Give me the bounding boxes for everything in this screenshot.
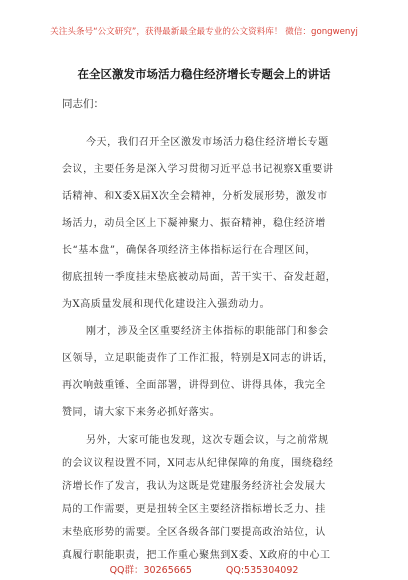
paragraph-2-line-3: 再次响鼓重锤、全面部署，讲得到位、讲得具体，我完全 bbox=[62, 380, 326, 391]
paragraph-3-line-4: 局的工作需要，更是扭转全区主要经济指标增长乏力、挂 bbox=[62, 504, 326, 515]
document-title: 在全区激发市场活力稳住经济增长专题会上的讲话 bbox=[77, 67, 331, 81]
paragraph-1-line-4: 场活力，动员全区上下凝神聚力、振奋精神，稳住经济增 bbox=[62, 218, 326, 229]
paragraph-2-line-4: 赞同，请大家下来务必抓好落实。 bbox=[62, 407, 221, 418]
paragraph-1-line-3: 话精神、和X委X届X次全会精神，分析发展形势，激发市 bbox=[62, 191, 328, 202]
paragraph-3-line-2: 的会议议程设置不同，X同志从纪律保障的角度，围绕稳经 bbox=[62, 458, 334, 469]
paragraph-1-line-5: 长“基本盘”，确保各项经济主体指标运行在合理区间， bbox=[62, 245, 316, 256]
paragraph-1-line-6: 彻底扭转一季度挂末垫底被动局面，苦干实干、奋发赶超， bbox=[62, 272, 337, 283]
paragraph-3-line-1: 另外，大家可能也发现，这次专题会议，与之前常规 bbox=[86, 435, 329, 446]
page-footer bbox=[0, 562, 408, 576]
promo-banner-text: 关注头条号“公文研究”，获得最新最全最专业的公文资料库！ 微信：gongwenyj bbox=[50, 27, 358, 37]
salutation: 同志们： bbox=[62, 98, 104, 110]
paragraph-3-line-6: 真履行职能职责，把工作重心聚焦到X委、X政府的中心工 bbox=[62, 550, 331, 561]
paragraph-1-line-1: 今天，我们召开全区激发市场活力稳住经济增长专题 bbox=[86, 137, 329, 148]
paragraph-1-line-2: 会议，主要任务是深入学习贯彻习近平总书记视察X重要讲 bbox=[62, 164, 334, 175]
footer-qq: QQ:535304092 bbox=[225, 565, 299, 576]
paragraph-3-line-5: 末垫底形势的需要。全区各级各部门要提高政治站位，认 bbox=[62, 527, 326, 538]
paragraph-3-line-3: 济增长作了发言，我认为这既是党建服务经济社会发展大 bbox=[62, 481, 326, 492]
paragraph-2-line-1: 刚才，涉及全区重要经济主体指标的职能部门和参会 bbox=[86, 326, 329, 337]
paragraph-1-line-7: 为X高质量发展和现代化建设注入强劲动力。 bbox=[62, 299, 271, 310]
paragraph-2-line-2: 区领导，立足职能责作了工作汇报，特别是X同志的讲话， bbox=[62, 353, 334, 364]
page-header bbox=[0, 0, 408, 64]
footer-qq-group: QQ群：30265665 bbox=[109, 565, 192, 576]
